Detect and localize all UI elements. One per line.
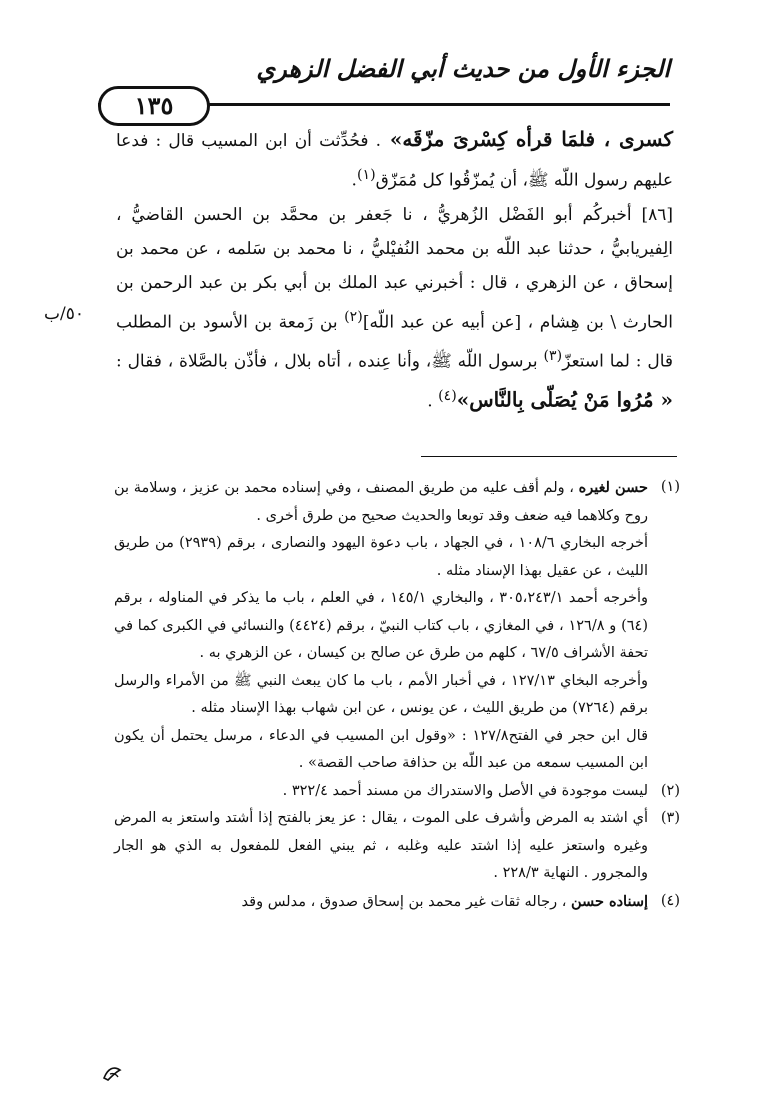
- hadith-86-chain-cont: بن زَمعة بن الأسود بن المطلب قال : لما استعزّ: [116, 312, 673, 372]
- footnote-paragraph: [114, 585, 648, 668]
- page-end-ornament-icon: [100, 1062, 126, 1084]
- footnote-number: (١): [660, 479, 680, 495]
- footnote-text: أخرجه البخاري ١٠٨/٦ ، في الجهاد ، باب دعوة اليهود والنصارى ، برقم (٢٩٣٩) من طريق الليث ، عن عقيل بهذا الإسناد مثله .: [114, 535, 648, 579]
- footnote-text: أي اشتد به المرض وأشرف على الموت ، يقال : عز يعز بالفتح إذا أشتد واستعز به المرض وغيره واستعز عليه إذا اشتد عليه وغلبه ، ثم يبني الفعل للمفعول به الذي هو الجار والمجرور . النهاية ٢٢٨/٣ .: [114, 810, 648, 881]
- hadith-86-quote-bold: « مُرُوا مَنْ يُصَلّى بِالنَّاس»: [456, 387, 673, 412]
- footnote-grading: حسن لغيره: [578, 479, 648, 496]
- page-number-badge: ١٣٥: [98, 86, 210, 126]
- footnote-ref-1[interactable]: (١): [356, 167, 376, 183]
- footnote-text: ، ولم أقف عليه من طريق المصنف ، وفي إسناده محمد بن عزيز ، وسلامة بن روح وكلاهما فيه ضعف وقد توبعا والحديث صحيح من طرق أخرى .: [114, 480, 648, 524]
- quote-end-bold: كسرى ، فلمَا قرأه كِسْرىَ مزّقَه»: [381, 127, 673, 151]
- footnote-number: (٢): [660, 782, 680, 799]
- footnote-grading: إسناده حسن: [570, 892, 648, 910]
- footnote-text: قال ابن حجر في الفتح١٢٧/٨ : «وقول ابن المسيب في الدعاء ، مرسل يحتمل أن يكون ابن المسيب سمعه من عبد اللّه بن حذافة صاحب القصة» .: [114, 727, 649, 771]
- footnote-text: ليست موجودة في الأصل والاستدراك من مسند أحمد ٣٢٢/٤ .: [282, 782, 648, 799]
- footnote-divider: [421, 456, 677, 457]
- paragraph-1-end: .: [351, 170, 357, 191]
- footnote-ref-3[interactable]: (٣): [543, 348, 563, 365]
- manuscript-folio-note: ٥٠/ب: [44, 304, 84, 324]
- footnote-paragraph: [114, 668, 648, 723]
- footnote-ref-2[interactable]: (٢): [344, 308, 363, 325]
- footnote-text: ، رجاله ثقات غير محمد بن إسحاق صدوق ، مدلس وقد: [241, 893, 571, 910]
- hadith-86-chain: [٨٦] أخبركُم أبو الفَضْل الزُهريُّ ، نا جَعفر بن محمَّد بن الحسن القاضيُّ ، الِفيريابيُّ ، حدثنا عبد اللّه بن محمد النُفيْليُّ ، نا محمد بن سَلمه ، عن محمد بن إسحاق ، عن الزهري ، قال : أخبرني عبد الملك بن أبي بكر بن عبد الرحمن بن الحارث \ بن هِشام ، [عن أبيه عن عبد اللّه]: [116, 204, 673, 333]
- footnote-number: (٣): [660, 810, 680, 826]
- footnote-3: [114, 805, 680, 888]
- main-paragraph-2: [116, 198, 673, 419]
- footnote-paragraph: [114, 530, 648, 585]
- footnote-paragraph: [114, 778, 648, 806]
- footnote-paragraph: [114, 888, 648, 917]
- paragraph-1-text: . فحُدِّثت أن ابن المسيب قال : فدعا عليهم رسول اللّه ﷺ، أن يُمزّقُوا كل مُمَزّق: [116, 131, 673, 191]
- main-paragraph-1: [116, 122, 673, 198]
- footnote-4: [114, 888, 680, 917]
- footnote-paragraph: [114, 474, 648, 530]
- footnote-number: (٤): [660, 892, 680, 909]
- footnote-text: وأخرجه البخاي ١٢٧/١٣ ، في أخبار الأمم ، باب ما كان يبعث النبي ﷺ من الأمراء والرسل برقم (٧٢٦٤) من طريق الليث ، عن يونس ، عن ابن شهاب بهذا الإسناد مثله .: [114, 672, 649, 716]
- hadith-86-text: برسول اللّه ﷺ، وأنا عِنده ، أتاه بلال ، فأذّن بالصَّلاة ، فقال :: [116, 351, 544, 372]
- main-text: [116, 122, 673, 419]
- footnote-2: [114, 778, 680, 806]
- footnote-text: وأخرجه أحمد ٣٠٥،٢٤٣/١ ، والبخاري ١٤٥/١ ، في العلم ، باب ما يذكر في المناوله ، برقم (٦٤) و ١٢٦/٨ ، في المغازي ، باب كتاب النبيّ ، برقم (٤٤٢٤) والنسائي في الكبرى كما في تحفة الأشراف ٦٧/٥ ، كلهم من طرق عن صالح بن كيسان ، عن الزهري به .: [114, 590, 648, 661]
- running-title: الجزء الأول من حديث أبي الفضل الزهري: [256, 54, 670, 83]
- footnote-paragraph: [114, 723, 648, 778]
- footnote-ref-4[interactable]: (٤): [438, 387, 457, 404]
- page-header: [98, 48, 670, 118]
- footnote-1: [114, 474, 680, 778]
- hadith-86-end: .: [427, 391, 439, 412]
- footnotes-section: [114, 474, 680, 916]
- footnote-paragraph: [114, 805, 648, 888]
